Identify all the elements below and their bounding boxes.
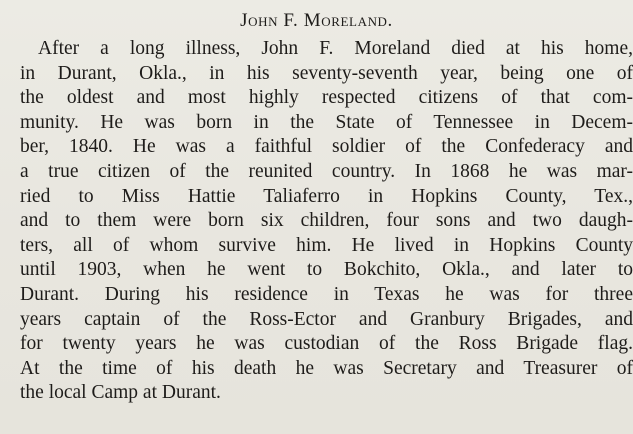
text-line: the oldest and most highly respected citizens of that com- (20, 87, 633, 109)
article-title: John F. Moreland. (240, 10, 393, 31)
text-line: a true citizen of the reunited country. In 1868 he was mar- (20, 160, 633, 182)
article-body (20, 37, 633, 406)
text-line: and to them were born six children, four sons and two daugh- (20, 210, 633, 232)
text-line: Durant. During his residence in Texas he was for three (20, 283, 633, 305)
text-line: ters, all of whom survive him. He lived in Hopkins County (20, 234, 633, 256)
text-line: until 1903, when he went to Bokchito, Okla., and later to (20, 259, 633, 281)
text-line: years captain of the Ross-Ector and Granbury Brigades, and (20, 308, 633, 330)
text-line: ber, 1840. He was a faithful soldier of the Confederacy and (20, 136, 633, 158)
text-line: ried to Miss Hattie Taliaferro in Hopkins County, Tex., (20, 185, 633, 207)
text-line: in Durant, Okla., in his seventy-seventh year, being one of (20, 62, 633, 84)
text-line: the local Camp at Durant. (20, 382, 221, 404)
text-line: At the time of his death he was Secretary and Treasurer of (20, 357, 633, 379)
text-line: for twenty years he was custodian of the Ross Brigade flag. (20, 333, 633, 355)
text-line: After a long illness, John F. Moreland died at his home, (38, 38, 633, 59)
text-line: munity. He was born in the State of Tennessee in Decem- (20, 111, 633, 133)
